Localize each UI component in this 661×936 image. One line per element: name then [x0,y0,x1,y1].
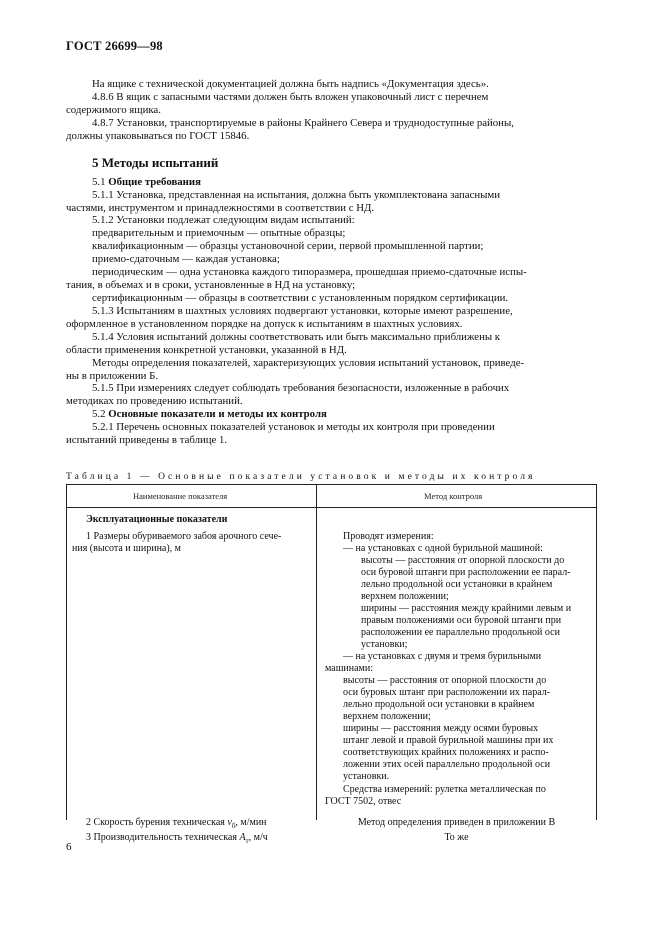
text-line: периодическим — одна установка каждого типоразмера, прошедшая приемо-сдаточные испы- [92,266,527,278]
table-cell-method: Метод определения приведен в приложении В [357,817,556,828]
table-cell-method: То же [444,832,469,843]
table-cell-method: правым положениями оси буровой штанги при [361,615,562,626]
subsection-heading: 5.1 Общие требования [92,176,201,188]
table-cell-method: оси буровой штанги при расположении ее парал- [361,567,571,578]
table-cell-method: верхнем положении; [343,711,431,722]
text-line: 5.1.3 Испытаниям в шахтных условиях подвергают установки, которые имеют разрешение, [92,305,513,317]
text-line: 4.8.7 Установки, транспортируемые в районы Крайнего Севера и труднодоступные районы, [92,117,514,129]
table-cell-method: ложении этих осей параллельно продольной оси [343,759,551,770]
text-line: ны в приложении Б. [66,370,159,382]
text-line: предварительным и приемочным — опытные образцы; [92,227,346,239]
table-cell-method: высоты — расстояния от опорной плоскости до [361,555,565,566]
table-1 [66,484,597,845]
page-number: 6 [66,841,72,853]
text-line: 5.1.1 Установка, представленная на испытания, должна быть укомплектована запасными [92,189,501,201]
table-cell-method: лельно продольной оси установки в крайнем [343,699,535,710]
table-cell-method: ГОСТ 7502, отвес [325,796,402,807]
text-line: 5.1.2 Установки подлежат следующим видам испытаний: [92,214,355,226]
text-line: 5.2.1 Перечень основных показателей установок и методы их контроля при проведении [92,421,495,433]
table-cell-method: высоты — расстояния от опорной плоскости до [343,675,547,686]
text-line: квалификационным — образцы установочной серии, первой промышленной партии; [92,240,484,252]
column-header-method: Метод контроля [424,491,483,501]
table-cell-method: Проводят измерения: [343,531,434,542]
table-caption: Таблица 1 — Основные показатели установок и методы их контроля [66,472,536,482]
text-line: 5.1.4 Условия испытаний должны соответствовать или быть максимально приближены к [92,331,501,343]
table-cell-method: — на установках с одной бурильной машиной: [343,543,543,554]
table-cell-method: — на установках с двумя и тремя бурильными [343,651,542,662]
table-cell-method: штанг левой и правой бурильной машины при их [343,735,554,746]
text-line: На ящике с технической документацией должна быть надпись «Документация здесь». [92,78,489,90]
text-line: приемо-сдаточным — каждая установка; [92,253,280,265]
text-line: содержимого ящика. [66,104,161,116]
table-cell-method: Средства измерений: рулетка металлическая по [343,784,546,795]
text-line: Методы определения показателей, характеризующих условия испытаний установок, приведе- [92,357,525,369]
page-header: ГОСТ 26699—98 [66,39,163,53]
table-cell-method: машинами: [325,663,373,674]
table-cell-method: ширины — расстояния между крайними левым и [361,603,572,614]
text-line: тания, в объемах и в сроки, установленные в НД на установку; [66,279,356,291]
text-line: испытаний приведены в таблице 1. [66,434,228,446]
table-cell-method: верхнем положении; [361,591,449,602]
table-cell-indicator: 2 Скорость бурения техническая $v_б$, м/мин [86,817,267,830]
table-cell-method: установки; [361,639,408,650]
table-cell-method: установки. [343,771,390,782]
column-header-indicator: Наименование показателя [133,491,228,501]
table-cell-indicator: 3 Производительность техническая $A_т$, м/ч [86,832,268,845]
text-line: частями, инструментом и принадлежностями в соответствии с НД. [66,202,375,214]
table-cell-indicator: ния (высота и ширина), м [72,543,182,554]
table-cell-method: соответствующих крайних положениях и распо- [343,747,549,758]
text-line: должны упаковываться по ГОСТ 15846. [66,130,250,142]
section-title: 5 Методы испытаний [92,155,219,170]
text-line: области применения конкретной установки, указанной в НД. [66,344,347,356]
table-cell-method: расположении ее параллельно продольной оси [361,627,560,638]
text-line: 5.1.5 При измерениях следует соблюдать требования безопасности, изложенные в рабочих [92,382,510,394]
table-cell-method: ширины — расстояния между осями буровых [343,723,539,734]
table-cell-method: лельно продольной оси установки в крайнем [361,579,553,590]
text-line: методиках по проведению испытаний. [66,395,243,407]
table-cell-method: оси буровых штанг при расположении их парал- [343,687,551,698]
text-line: оформленное в установленном порядке на допуск к испытаниям в шахтных условиях. [66,318,463,330]
text-line: сертификационным — образцы в соответствии с установленным порядком сертификации. [92,292,509,304]
table-group-title: Эксплуатационные показатели [86,514,228,525]
text-line: 4.8.6 В ящик с запасными частями должен быть вложен упаковочный лист с перечнем [92,91,489,103]
table-cell-indicator: 1 Размеры обуриваемого забоя арочного сече- [86,531,282,542]
subsection-heading: 5.2 Основные показатели и методы их контроля [92,408,327,420]
